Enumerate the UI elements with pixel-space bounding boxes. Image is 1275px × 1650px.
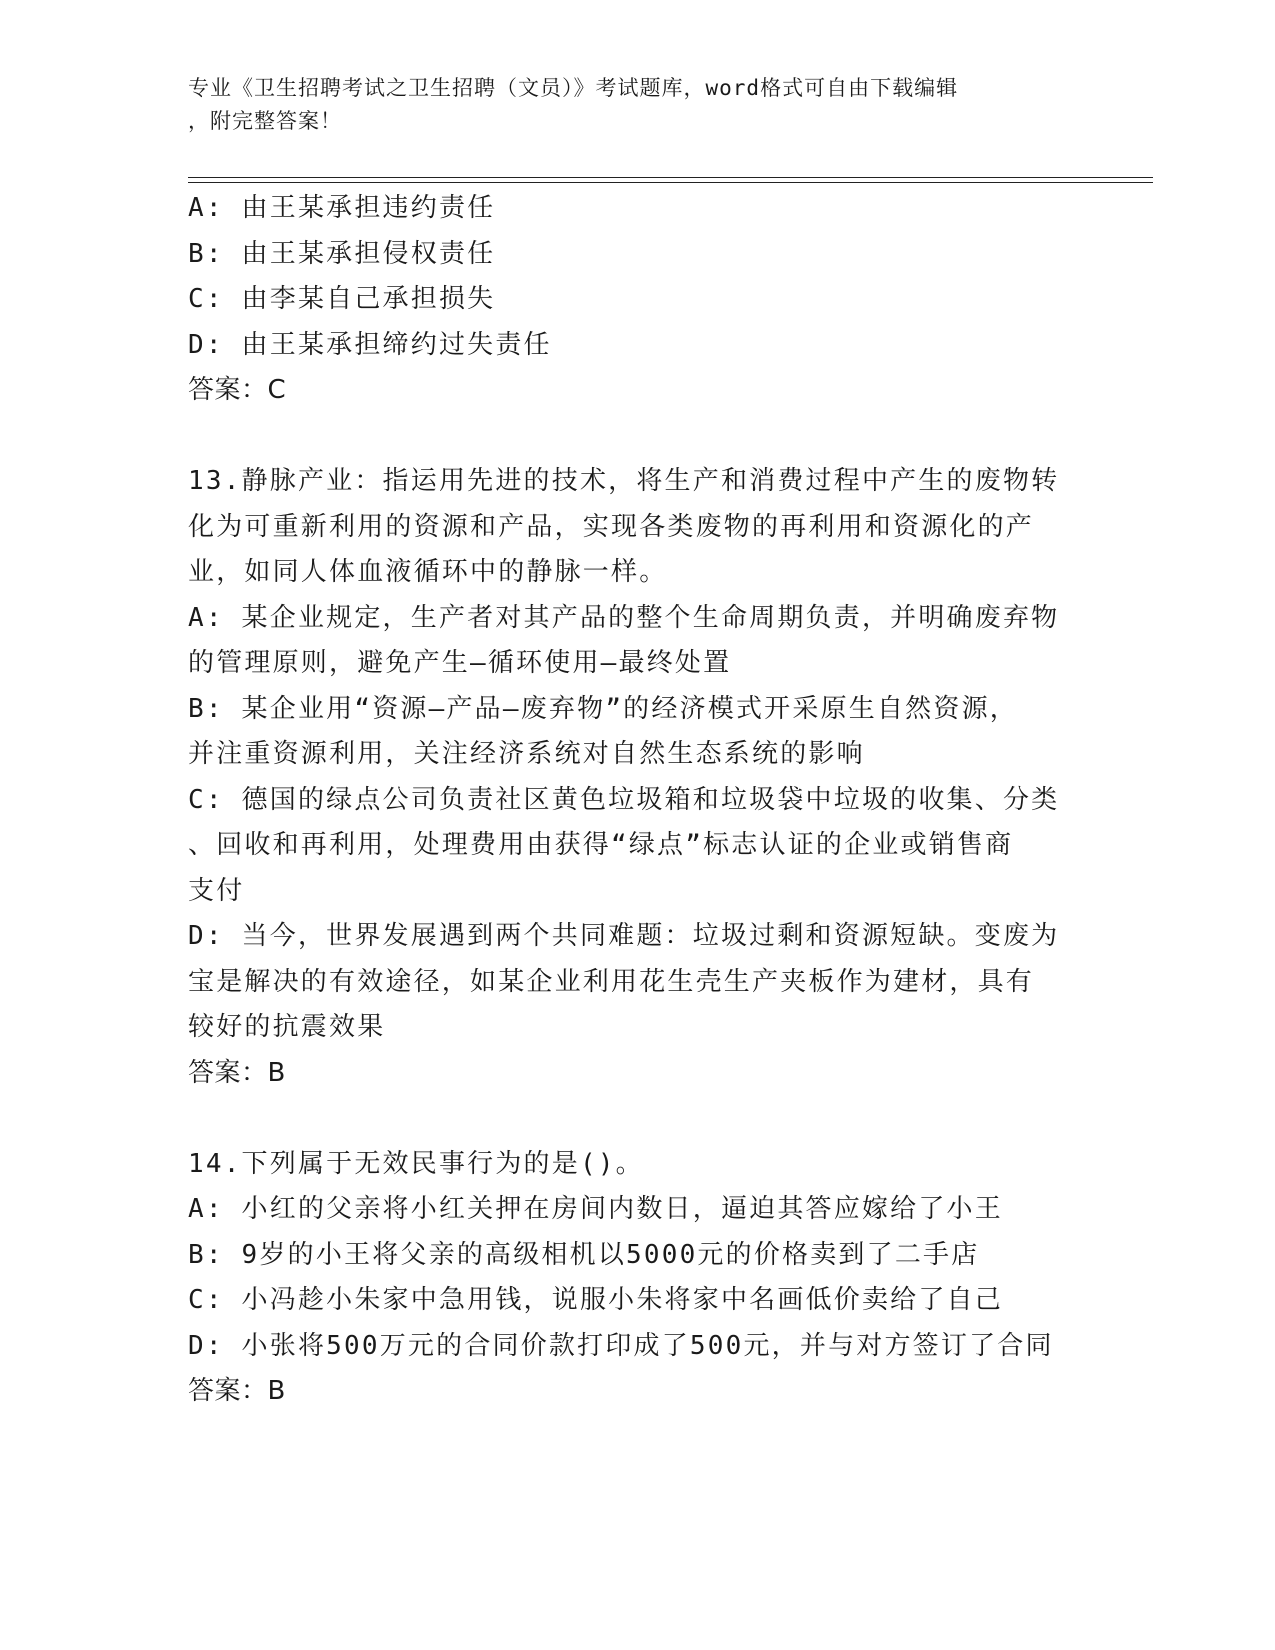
q13-stem-line: 化为可重新利用的资源和产品，实现各类废物的再利用和资源化的产 [188,511,1035,542]
q13-option-c-cont: 、回收和再利用，处理费用由获得“绿点”标志认证的企业或销售商 [188,830,1014,860]
question-12-block [188,186,1088,414]
q14-option-a: A: 小红的父亲将小红关押在房间内数日，逼迫其答应嫁给了小王 [188,1194,1003,1224]
q13-option-b: B: 某企业用“资源—产品—废弃物”的经济模式开采原生自然资源， [188,693,1018,724]
header-divider-top [188,177,1153,178]
header-line-2: ，附完整答案！ [188,109,342,133]
q12-option-c: C: 由李某自己承担损失 [188,284,496,314]
q13-stem-line: 业，如同人体血液循环中的静脉一样。 [188,557,668,587]
q13-option-a: A: 某企业规定，生产者对其产品的整个生命周期负责，并明确废弃物 [188,602,1060,633]
q13-option-c: C: 德国的绿点公司负责社区黄色垃圾箱和垃圾袋中垃圾的收集、分类 [188,784,1060,815]
q12-option-a: A: 由王某承担违约责任 [188,193,496,223]
q14-option-c: C: 小冯趁小朱家中急用钱，说服小朱将家中名画低价卖给了自己 [188,1285,1003,1315]
document-header [188,72,1068,138]
q12-option-d: D: 由王某承担缔约过失责任 [188,329,552,360]
q13-option-a-cont: 的管理原则，避免产生—循环使用—最终处置 [188,648,732,678]
header-divider-bottom [188,182,1153,183]
q12-option-b: B: 由王某承担侵权责任 [188,238,496,269]
q13-option-d-cont: 较好的抗震效果 [188,1012,386,1042]
q13-option-c-cont: 支付 [188,875,245,906]
question-13-block [188,459,1088,1096]
document-body [188,186,1088,1415]
q14-option-d: D: 小张将500万元的合同价款打印成了500元，并与对方签订了合同 [188,1330,1054,1361]
q14-answer: 答案：B [188,1376,286,1406]
q12-answer: 答案：C [188,375,287,405]
q14-stem: 14.下列属于无效民事行为的是()。 [188,1148,644,1179]
q13-option-d-cont: 宝是解决的有效途径，如某企业利用花生壳生产夹板作为建材，具有 [188,966,1035,997]
header-line-1: 专业《卫生招聘考试之卫生招聘（文员）》考试题库，word格式可自由下载编辑 [188,76,959,100]
q14-option-b: B: 9岁的小王将父亲的高级相机以5000元的价格卖到了二手店 [188,1239,980,1270]
q13-answer: 答案：B [188,1057,286,1088]
spacer [188,414,1088,460]
q13-stem-line: 13.静脉产业：指运用先进的技术，将生产和消费过程中产生的废物转 [188,466,1060,496]
q13-option-d: D: 当今，世界发展遇到两个共同难题：垃圾过剩和资源短缺。变废为 [188,921,1060,951]
question-14-block [188,1142,1088,1415]
spacer [188,1096,1088,1142]
q13-option-b-cont: 并注重资源利用，关注经济系统对自然生态系统的影响 [188,739,865,769]
